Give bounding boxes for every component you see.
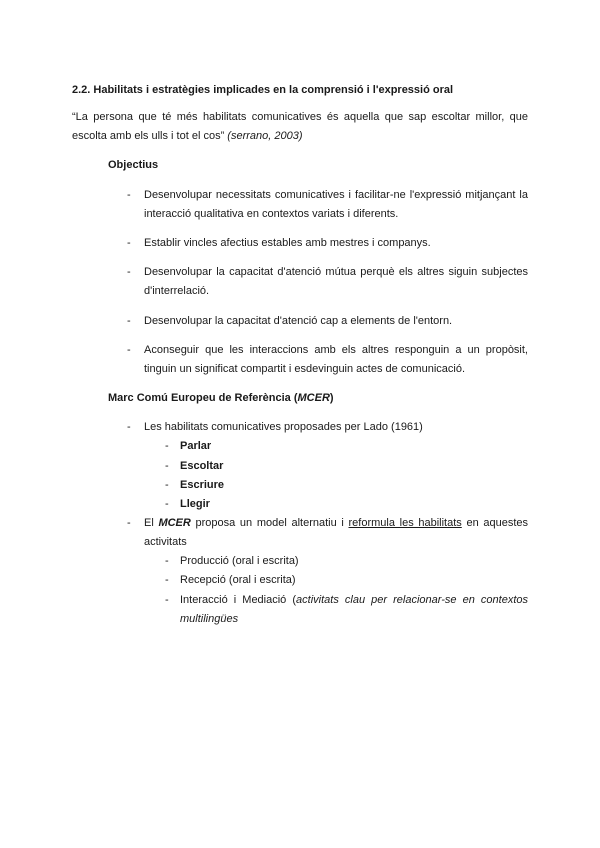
bullet-dash: - <box>165 555 169 567</box>
mcer-abbr: MCER <box>158 517 191 529</box>
model-item <box>144 514 528 552</box>
mcer-heading-suffix: ) <box>329 392 334 404</box>
section-heading: 2.2. Habilitats i estratègies implicades en la comprensió i l'expressió oral <box>72 84 454 96</box>
quote <box>72 108 528 146</box>
skill-item: Escriure <box>180 479 225 491</box>
objectius-heading: Objectius <box>108 159 159 171</box>
bullet-dash: - <box>127 517 131 529</box>
bullet-dash: - <box>127 189 131 201</box>
skill-item: Llegir <box>180 498 210 510</box>
lado-item: Les habilitats comunicatives proposades per Lado (1961) <box>144 421 423 433</box>
bullet-dash: - <box>127 266 131 278</box>
objectiu-item: Establir vincles afectius estables amb mestres i companys. <box>144 237 431 249</box>
bullet-dash: - <box>165 498 169 510</box>
bullet-dash: - <box>127 237 131 249</box>
bullet-dash: - <box>165 440 169 452</box>
mcer-abbr: MCER <box>297 392 330 404</box>
activity-italic: activitats clau per relacionar-se en contextos multilingües <box>180 594 528 625</box>
model-text: El <box>144 517 159 529</box>
model-text: en aquestes activitats <box>144 517 528 548</box>
bullet-dash: - <box>165 479 169 491</box>
activity-item <box>180 591 528 629</box>
bullet-dash: - <box>165 574 169 586</box>
mcer-heading-text: Marc Comú Europeu de Referència ( <box>108 392 298 404</box>
objectiu-item: Desenvolupar la capacitat d'atenció cap a elements de l'entorn. <box>144 315 453 327</box>
objectiu-item: Aconseguir que les interaccions amb els altres responguin a un propòsit, tinguin un significat compartit i esdevinguin actes de comunicació. <box>144 344 528 375</box>
mcer-heading <box>108 389 334 408</box>
activity-item: Recepció (oral i escrita) <box>180 574 296 586</box>
bullet-dash: - <box>165 460 169 472</box>
quote-text: “La persona que té més habilitats comunicatives és aquella que sap escoltar millor, que escolta amb els ulls i tot el cos” <box>72 111 528 142</box>
bullet-dash: - <box>127 315 131 327</box>
model-text: proposa un model alternatiu i <box>190 517 349 529</box>
bullet-dash: - <box>127 344 131 356</box>
activity-item: Producció (oral i escrita) <box>180 555 299 567</box>
objectiu-item: Desenvolupar necessitats comunicatives i facilitar-ne l'expressió mitjançant la interacció qualitativa en contextos variats i diferents. <box>144 189 528 220</box>
bullet-dash: - <box>165 594 169 606</box>
skill-item: Parlar <box>180 440 212 452</box>
underlined-text: reformula les habilitats <box>348 517 462 529</box>
activity-text: Interacció i Mediació ( <box>180 594 297 606</box>
quote-citation: (serrano, 2003) <box>227 130 303 142</box>
skill-item: Escoltar <box>180 460 224 472</box>
bullet-dash: - <box>127 421 131 433</box>
objectiu-item: Desenvolupar la capacitat d'atenció mútua perquè els altres siguin subjectes d'interrelació. <box>144 266 528 297</box>
